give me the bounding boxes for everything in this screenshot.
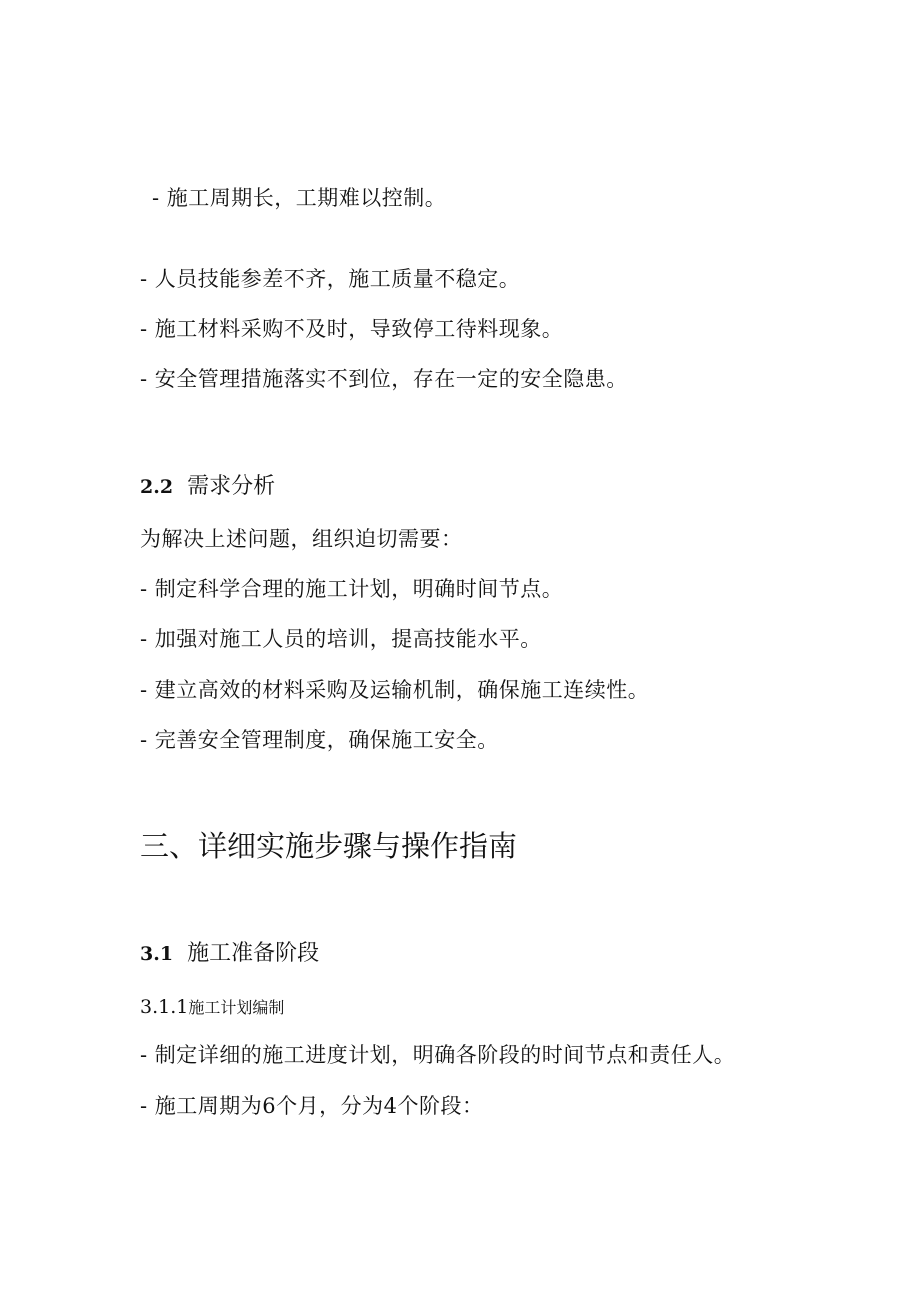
subsection-heading-3-1-1 xyxy=(140,994,284,1021)
list-item: - 制定详细的施工进度计划，明确各阶段的时间节点和责任人。 xyxy=(140,1043,736,1067)
list-item: - 施工周期为6个月，分为4个阶段： xyxy=(140,1094,484,1118)
list-item: - 加强对施工人员的培训，提高技能水平。 xyxy=(140,627,542,651)
paragraph: 为解决上述问题，组织迫切需要： xyxy=(140,527,463,551)
list-item: - 施工周期长，工期难以控制。 xyxy=(152,186,447,210)
section-heading-2-2 xyxy=(140,472,275,502)
section-title: 需求分析 xyxy=(187,474,276,499)
list-item: - 完善安全管理制度，确保施工安全。 xyxy=(140,728,499,752)
list-item: - 安全管理措施落实不到位，存在一定的安全隐患。 xyxy=(140,367,628,391)
section-title: 施工准备阶段 xyxy=(187,941,320,966)
list-item: - 人员技能参差不齐，施工质量不稳定。 xyxy=(140,267,521,291)
subsection-title: 施工计划编制 xyxy=(188,998,285,1017)
section-heading-3-1 xyxy=(140,939,319,969)
chapter-heading-3: 三、详细实施步骤与操作指南 xyxy=(140,829,518,863)
section-number: 2.2 xyxy=(140,476,174,498)
list-item: - 制定科学合理的施工计划，明确时间节点。 xyxy=(140,577,564,601)
list-item: - 建立高效的材料采购及运输机制，确保施工连续性。 xyxy=(140,678,650,702)
subsection-number: 3.1.1 xyxy=(140,996,189,1018)
section-number: 3.1 xyxy=(140,943,174,965)
list-item: - 施工材料采购不及时，导致停工待料现象。 xyxy=(140,317,564,341)
